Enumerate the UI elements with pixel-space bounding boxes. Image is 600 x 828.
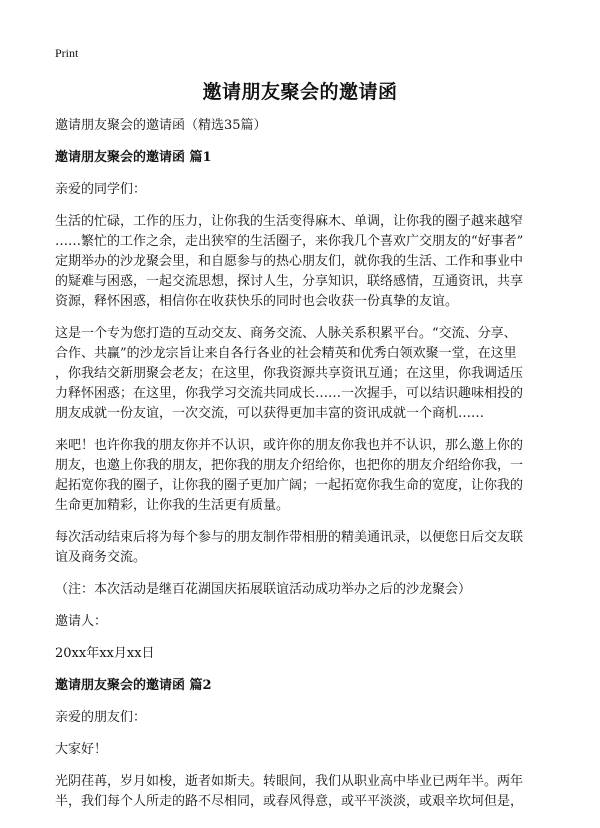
page-title: 邀请朋友聚会的邀请函 [202,81,398,103]
paragraph-line: 生命更加精彩，让你我的生活更有质量。 [55,498,290,513]
paragraph-line: 光阴荏苒，岁月如梭，逝者如斯夫。转眼间，我们从职业高中毕业已两年半。两年 [55,774,524,789]
paragraph-5 [55,772,550,812]
greeting-2: 亲爱的朋友们： [55,710,147,725]
document-subtitle: 邀请朋友聚会的邀请函（精选35篇） [55,118,267,133]
paragraph-line: 每次活动结束后将为每个参与的朋友制作带相册的精美通讯录，以便您日后交友联 [55,530,524,545]
paragraph-line: 力释怀困惑；在这里，你我学习交流共同成长……一次握手，可以结识趣味相投的 [55,386,524,401]
paragraph-line: 朋友，也邀上你我的朋友，把你我的朋友介绍给你，也把你的朋友介绍给你我，一 [55,458,524,473]
print-link[interactable]: Print [55,46,79,60]
section-heading-1: 邀请朋友聚会的邀请函 篇1 [55,150,212,165]
paragraph-line: 半，我们每个人所走的路不尽相同，或春风得意，或平平淡淡，或艰辛坎坷但是， [55,794,524,809]
greeting-1: 亲爱的同学们： [55,182,147,197]
paragraph-line: 这是一个专为您打造的互动交友、商务交流、人脉关系积累平台。“交流、分享、 [55,326,517,341]
document-body [55,116,550,812]
paragraph-4 [55,528,550,568]
paragraph-line: 朋友成就一份友谊，一次交流，可以获得更加丰富的资讯成就一个商机…… [55,406,485,421]
paragraph-line: 来吧！也许你我的朋友你并不认识，或许你的朋友你我也并不认识，那么邀上你的 [55,438,524,453]
paragraph-3 [55,436,550,516]
paragraph-line: 合作、共赢”的沙龙宗旨让来自各行各业的社会精英和优秀白领欢聚一堂，在这里 [55,346,517,361]
inviter-label: 邀请人： [55,614,108,629]
paragraph-line: 定期举办的沙龙聚会里，和自愿参与的热心朋友们，就你我的生活、工作和事业中 [55,254,524,269]
paragraph-line: 谊及商务交流。 [55,550,147,565]
paragraph-line: ，你我结交新朋聚会老友；在这里，你我资源共享资讯互通；在这里，你我调适压 [55,366,524,381]
note-text: （注：本次活动是继百花湖国庆拓展联谊活动成功举办之后的沙龙聚会） [55,582,472,597]
paragraph-line: 资源，释怀困惑，相信你在收获快乐的同时也会收获一份真挚的友谊。 [55,294,459,309]
paragraph-line: 起拓宽你我的圈子，让你我的圈子更加广阔；一起拓宽你我生命的宽度，让你我的 [55,478,524,493]
salute-text: 大家好！ [55,742,108,757]
date-text: 20xx年xx月xx日 [55,646,155,661]
paragraph-2 [55,324,550,424]
paragraph-line: 生活的忙碌，工作的压力，让你我的生活变得麻木、单调，让你我的圈子越来越窄 [55,214,524,229]
section-heading-2: 邀请朋友聚会的邀请函 篇2 [55,678,212,693]
paragraph-line: ……繁忙的工作之余，走出狭窄的生活圈子，来你我几个喜欢广交朋友的“好事者” [55,234,524,249]
paragraph-1 [55,212,550,312]
paragraph-line: 的疑难与困惑，一起交流思想，探讨人生，分享知识，联络感情，互通资讯，共享 [55,274,524,289]
